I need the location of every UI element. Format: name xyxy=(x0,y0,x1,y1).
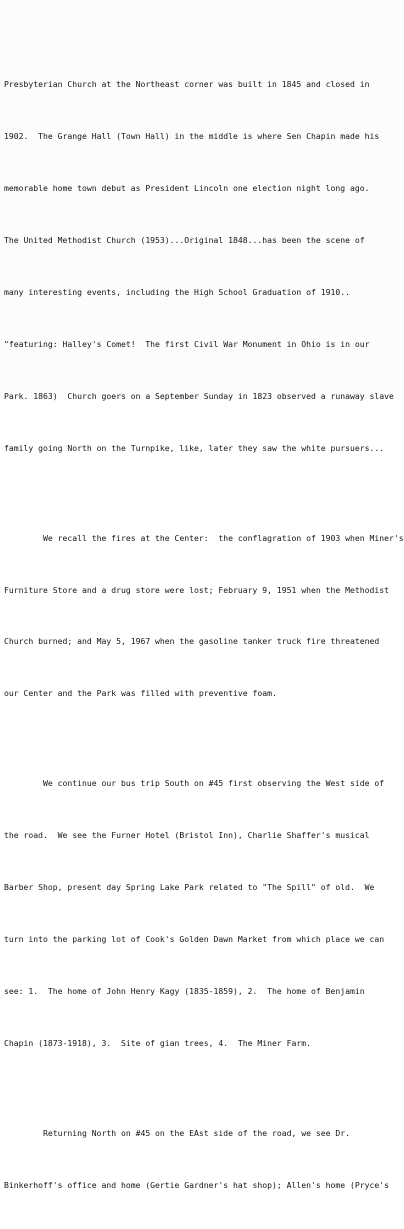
text-line-4: The United Methodist Church (1953)...Original 1848...has been the scene of xyxy=(4,235,365,246)
text-line-5: many interesting events, including the High School Graduation of 1910.. xyxy=(4,287,350,298)
text-line-18: Chapin (1873-1918), 3. Site of gian trees, 4. The Miner Farm. xyxy=(4,1037,311,1048)
text-line-19: Returning North on #45 on the EAst side of the road, we see Dr. xyxy=(4,1127,350,1138)
typed-text-body xyxy=(4,0,404,1229)
text-line-2: 1902. The Grange Hall (Town Hall) in the middle is where Sen Chapin made his xyxy=(4,131,380,142)
paragraph-gap xyxy=(4,492,400,496)
text-line-6: "featuring: Halley's Comet! The first Civil War Monument in Ohio is in our xyxy=(4,338,370,349)
text-line-17: see: 1. The home of John Henry Kagy (1835-1859), 2. The home of Benjamin xyxy=(4,985,365,996)
text-line-12: our Center and the Park was filled with preventive foam. xyxy=(4,688,277,699)
text-line-0 xyxy=(4,25,400,42)
paragraph-gap xyxy=(4,737,400,741)
text-line-10: Furniture Store and a drug store were lost; February 9, 1951 when the Methodist xyxy=(4,584,389,595)
text-line-9: We recall the fires at the Center: the conflagration of 1903 when Miner's xyxy=(4,532,404,543)
paragraph-gap xyxy=(4,1087,400,1091)
text-line-1: Presbyterian Church at the Northeast corner was built in 1845 and closed in xyxy=(4,79,370,90)
text-line-14: the road. We see the Furner Hotel (Bristol Inn), Charlie Shaffer's musical xyxy=(4,830,370,841)
text-line-16: turn into the parking lot of Cook's Golden Dawn Market from which place we can xyxy=(4,934,385,945)
text-line-15: Barber Shop, present day Spring Lake Park related to "The Spill" of old. We xyxy=(4,882,375,893)
text-line-8: family going North on the Turnpike, like, later they saw the white pursuers... xyxy=(4,442,385,453)
text-line-20: Binkerhoff's office and home (Gertie Gardner's hat shop); Allen's home (Pryce's xyxy=(4,1179,389,1190)
text-line-13: We continue our bus trip South on #45 first observing the West side of xyxy=(4,778,385,789)
text-line-11: Church burned; and May 5, 1967 when the gasoline tanker truck fire threatened xyxy=(4,636,380,647)
text-line-3: memorable home town debut as President Lincoln one election night long ago. xyxy=(4,183,370,194)
text-line-7: Park. 1863) Church goers on a September Sunday in 1823 observed a runaway slave xyxy=(4,390,394,401)
